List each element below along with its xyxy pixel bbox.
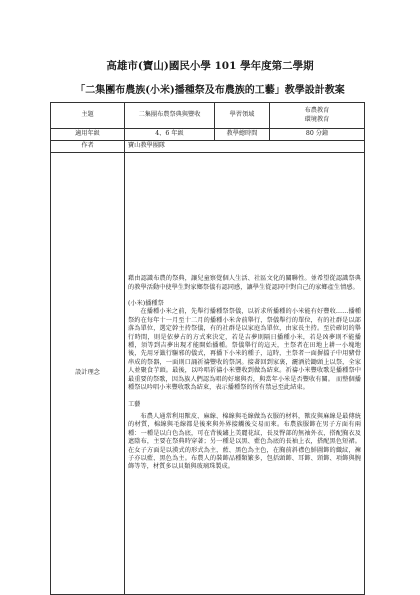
domain-value-cell: [270, 103, 365, 129]
section-text-crafts: 布農人通常利用獸皮、麻線、棉線與毛線做為衣服的材料，獸皮與麻線是最傳統的材質，棉線與毛線都是後來與外界接觸後交易而來。布農族服飾在男子方面有兩種：一種是以白色為底，可在背後繡上美麗花紋，長及臀部的無袖外衣，搭配胸衣及遮陰布，主要在祭典時穿著；另一種是以黑、藍色為底的長袖上衣，搭配黑色短裙。在女子方面是以漢式的形式為主，藍、黑色為主色，在胸前斜襟色鮮圖飾的織紋，褲子亦以藍、黑色為主。布農人的裝飾品種類繁多，包括頭飾、耳飾、頸飾、項飾與腕飾等等，材質多以貝類與玻璃珠製成。: [128, 412, 361, 471]
document-title-plan: 「二集團布農族(小米)播種祭及布農族的工藝」教學設計教案: [75, 85, 345, 96]
table-row-grade: [51, 129, 365, 141]
label-domain: 學習領域: [215, 103, 270, 129]
section-heading-crafts: 工藝: [128, 400, 141, 408]
grade-value: 4、6 年級: [125, 129, 215, 141]
topic-value: 二集團布農祭典與豐收: [125, 103, 215, 129]
label-topic: 主題: [51, 103, 125, 129]
table-row-topic: [51, 103, 365, 129]
domain-value-1: 布農教育: [304, 107, 330, 115]
concept-intro: 藉由認識布農的祭典，讓兒童察覺個人生活、社區文化的關聯性。並希望從認識祭典的教學活動中使學生對家鄉祭儀有認同感，讓學生從認同中對自己的家鄉產生情感。: [128, 275, 361, 291]
section-text-sowing: 在播種小米之前，先舉行播種祭祭儀，以祈求所播種的小米能有好豐收……播種祭約在每年十一月至十二月的播種小米舍前舉行，祭儀舉行的單位，有的社群是以部落為單位，選定幹主持祭儀，有的社群是以家庭為單位，由家長主持。至於確切的舉行時間，則是依夢占的方式來決定，若是吉夢則隔日播種小米，若是凶夢則不能播種，須等到吉夢出現才能開始播種。祭儀舉行的這天，主祭者在田地上耕一小塊地後，先用牙籤行驅邪的儀式，再播下小米的種子，這時，主祭者一面摒擋子中用豬骨串成的祭器，一面則口誦祈禱豐收的祭詞。接著回到家裏，灑酒於鋤頭上以祭，全家人並聚食芋頭。最後，以吟唱祈禱小米豐收到做為結束。祈禱小米豐收歌是播種祭中最重要的祭歌，因為族人們認為唱的好壞與否，與當年小米是否豐收有關。 而整個播種祭以吟唱小米豐收歌為結束，表示播種祭的所有禁忌至此結束。: [128, 308, 361, 392]
section-heading-sowing: (小米)播種祭: [128, 300, 164, 308]
concept-content: [125, 153, 365, 595]
time-value: 80 分鐘: [270, 129, 365, 141]
label-concept: 設計理念: [51, 153, 125, 595]
author-value: 寶山教學團隊: [125, 141, 365, 153]
table-row-author: [51, 141, 365, 153]
document-title-school: 高雄市(寶山)國民小學 101 學年度第二學期: [106, 60, 314, 72]
label-author: 作者: [51, 141, 125, 153]
label-grade: 適用年級: [51, 129, 125, 141]
domain-value-2: 環境教育: [304, 115, 330, 123]
table-row-concept: [51, 153, 365, 595]
label-time: 教學總時間: [215, 129, 270, 141]
lesson-plan-table: [50, 102, 365, 595]
